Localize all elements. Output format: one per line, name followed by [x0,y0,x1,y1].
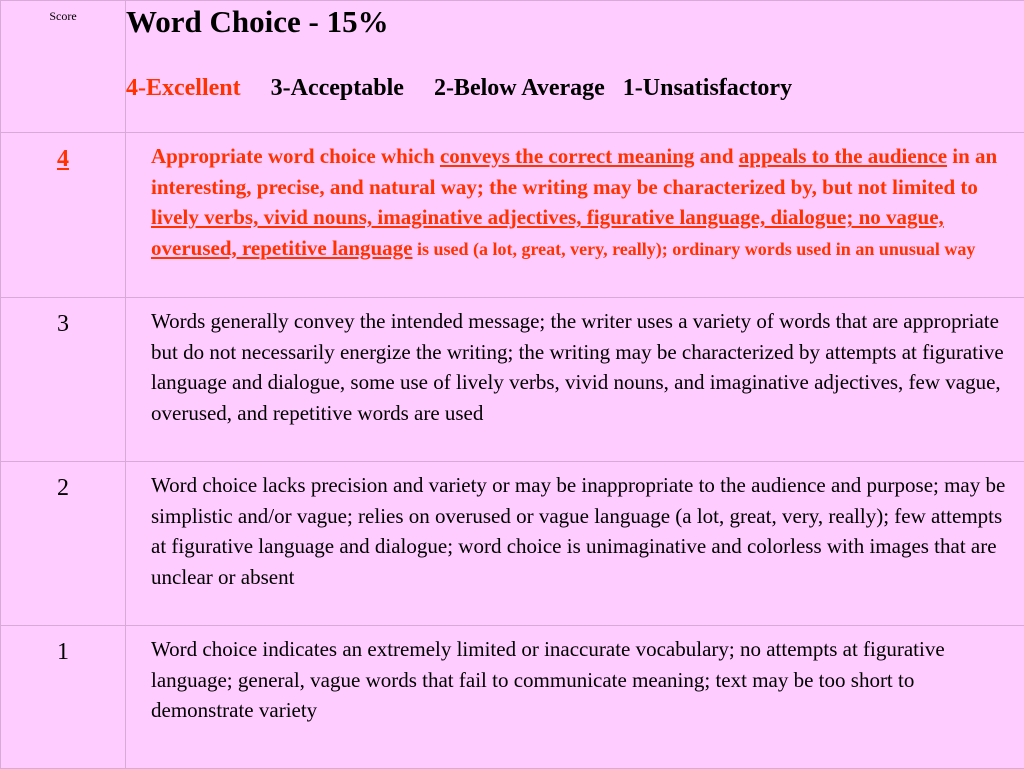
score-value: 2 [1,462,125,502]
description-cell [126,133,1024,298]
page-title: Word Choice - 15% [126,3,1024,41]
desc-part: Appropriate word choice which [151,144,440,168]
scale-excellent: 4-Excellent [126,75,241,101]
desc-emphasis: appeals to the audience [739,144,947,168]
description-cell [126,298,1024,462]
scale-below-average: 2-Below Average [434,75,605,101]
table-row [1,626,1024,769]
score-value: 4 [1,133,125,173]
score-header-cell [1,1,126,133]
description-text: Word choice indicates an extremely limited or inaccurate vocabulary; no attempts at figurative language; general, vague words that fail to communicate meaning; text may be too short to demonstrate variety [126,626,1024,730]
score-cell [1,462,126,626]
description-cell [126,626,1024,769]
rating-scale [126,73,1024,103]
desc-emphasis: conveys the correct meaning [440,144,694,168]
description-text: Words generally convey the intended message; the writer uses a variety of words that are appropriate but do not necessarily energize the writing; the writing may be characterized by attempts at figurative language and dialogue, some use of lively verbs, vivid nouns, and imaginative adjectives, few vague, overused, and repetitive words are used [126,298,1024,432]
title-cell [126,1,1024,133]
desc-emphasis: lively verbs, vivid nouns, imaginative adjectives, figurative language, dialogue; no vague, overused, repetitive language [151,205,944,260]
header-row [1,1,1024,133]
desc-part: and [694,144,738,168]
description-text [126,133,1024,268]
score-cell [1,298,126,462]
score-cell [1,133,126,298]
table-row [1,133,1024,298]
table-row [1,298,1024,462]
description-cell [126,462,1024,626]
score-value: 3 [1,298,125,338]
score-column-label: Score [1,1,125,24]
scale-acceptable: 3-Acceptable [271,75,404,101]
description-text: Word choice lacks precision and variety or may be inappropriate to the audience and purpose; may be simplistic and/or vague; relies on overused or vague language (a lot, great, very, really); few attempts at figurative language and dialogue; word choice is unimaginative and colorless with images that are unclear or absent [126,462,1024,596]
desc-part: is used (a lot, great, very, really); ordinary words used in an unusual way [413,239,976,259]
desc-part: in an interesting, precise, and natural way; the writing may be characterized by, but not limited to [151,144,997,199]
scale-unsatisfactory: 1-Unsatisfactory [623,75,792,101]
score-value: 1 [1,626,125,666]
table-row [1,462,1024,626]
score-cell [1,626,126,769]
